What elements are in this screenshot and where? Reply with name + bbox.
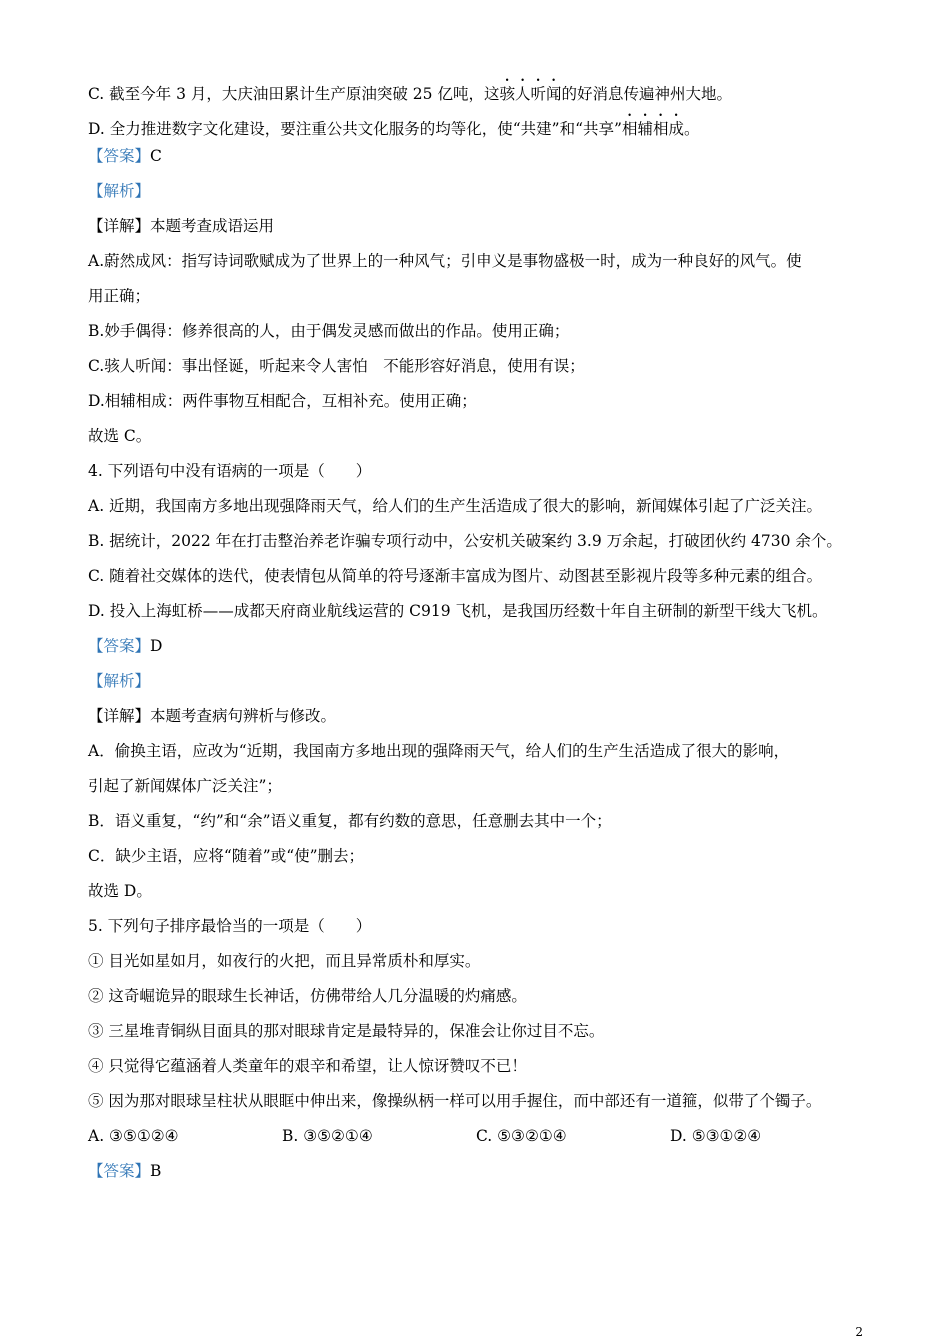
q4-option-b: B. 据统计，2022 年在打击整治养老诈骗专项行动中，公安机关破案约 3.9 万余起，打破团伙约 4730 余个。 <box>88 532 842 550</box>
q3-explanation-line: B.妙手偶得：修养很高的人，由于偶发灵感而做出的作品。使用正确； <box>88 322 570 340</box>
document-body <box>88 76 878 1196</box>
answer-tag: 【答案】 <box>88 147 151 165</box>
detail-tag: 【详解】 <box>88 217 151 235</box>
analysis-tag: 【解析】 <box>88 672 151 690</box>
q5-option-d: D. ⑤③①②④ <box>670 1127 762 1145</box>
detail-tag: 【详解】 <box>88 707 151 725</box>
q3-option-c: C. 截至今年 3 月，大庆油田累计生产原油突破 25 亿吨，这骇人听闻的好消息传遍神州大地。 <box>88 85 732 103</box>
q3-explanation-line: 用正确； <box>88 287 151 305</box>
q5-option-a: A. ③⑤①②④ <box>88 1127 179 1145</box>
q5-answer: 【答案】B <box>88 1162 162 1180</box>
page-number: 2 <box>855 1325 863 1339</box>
q4-explanation-line: C．缺少主语，应将“随着”或“使”删去； <box>88 847 365 865</box>
analysis-tag: 【解析】 <box>88 182 151 200</box>
q3-explanation-line: C.骇人听闻：事出怪诞，听起来令人害怕 不能形容好消息，使用有误； <box>88 357 585 375</box>
q3-detail: 【详解】本题考查成语运用 <box>88 217 275 235</box>
q4-answer: 【答案】D <box>88 637 163 655</box>
q5-option-c: C. ⑤③②①④ <box>476 1127 567 1145</box>
q4-option-a: A. 近期，我国南方多地出现强降雨天气，给人们的生产生活造成了很大的影响，新闻媒体引起了广泛关注。 <box>88 497 823 515</box>
q3-option-d: D. 全力推进数字文化建设，要注重公共文化服务的均等化，使“共建”和“共享”相辅相成。 <box>88 120 700 138</box>
q4-detail: 【详解】本题考查病句辨析与修改。 <box>88 707 337 725</box>
q4-explanation-line: B．语义重复，“约”和“余”语义重复，都有约数的意思，任意删去其中一个； <box>88 812 612 830</box>
q5-sentence: ② 这奇崛诡异的眼球生长神话，仿佛带给人几分温暖的灼痛感。 <box>88 987 527 1005</box>
q3-answer: 【答案】C <box>88 147 162 165</box>
q4-analysis <box>88 671 878 706</box>
answer-tag: 【答案】 <box>88 637 151 655</box>
q4-conclusion: 故选 D。 <box>88 882 152 900</box>
q4-explanation-line: 引起了新闻媒体广泛关注”； <box>88 777 282 795</box>
q3-analysis <box>88 181 878 216</box>
q5-sentence: ⑤ 因为那对眼球呈柱状从眼眶中伸出来，像操纵柄一样可以用手握住，而中部还有一道箍，似带了个镯子。 <box>88 1092 822 1110</box>
emphasized-idiom: 相辅相成 <box>621 120 684 138</box>
answer-tag: 【答案】 <box>88 1162 151 1180</box>
q3-explanation-line: A.蔚然成风：指写诗词歌赋成为了世界上的一种风气；引申义是事物盛极一时，成为一种良好的风气。使 <box>88 252 802 270</box>
q4-option-c: C. 随着社交媒体的迭代，使表情包从简单的符号逐渐丰富成为图片、动图甚至影视片段等多种元素的组合。 <box>88 567 823 585</box>
q3-conclusion: 故选 C。 <box>88 427 152 445</box>
q5-options <box>88 1126 878 1161</box>
q5-sentence: ③ 三星堆青铜纵目面具的那对眼球肯定是最特异的，保准会让你过目不忘。 <box>88 1022 605 1040</box>
q5-sentence: ① 目光如星如月，如夜行的火把，而且异常质朴和厚实。 <box>88 952 481 970</box>
q5-sentence: ④ 只觉得它蕴涵着人类童年的艰辛和希望，让人惊讶赞叹不已！ <box>88 1057 527 1075</box>
q4-explanation-line: A．偷换主语，应改为“近期，我国南方多地出现的强降雨天气，给人们的生产生活造成了很大的影响， <box>88 742 790 760</box>
q5-stem: 5. 下列句子排序最恰当的一项是（ ） <box>88 917 372 935</box>
q3-explanation-line: D.相辅相成：两件事物互相配合，互相补充。使用正确； <box>88 392 477 410</box>
q4-option-d: D. 投入上海虹桥——成都天府商业航线运营的 C919 飞机，是我国历经数十年自主研制的新型干线大飞机。 <box>88 602 828 620</box>
emphasized-idiom: 骇人听闻 <box>499 85 562 103</box>
q4-stem: 4. 下列语句中没有语病的一项是（ ） <box>88 462 372 480</box>
q5-option-b: B. ③⑤②①④ <box>282 1127 373 1145</box>
